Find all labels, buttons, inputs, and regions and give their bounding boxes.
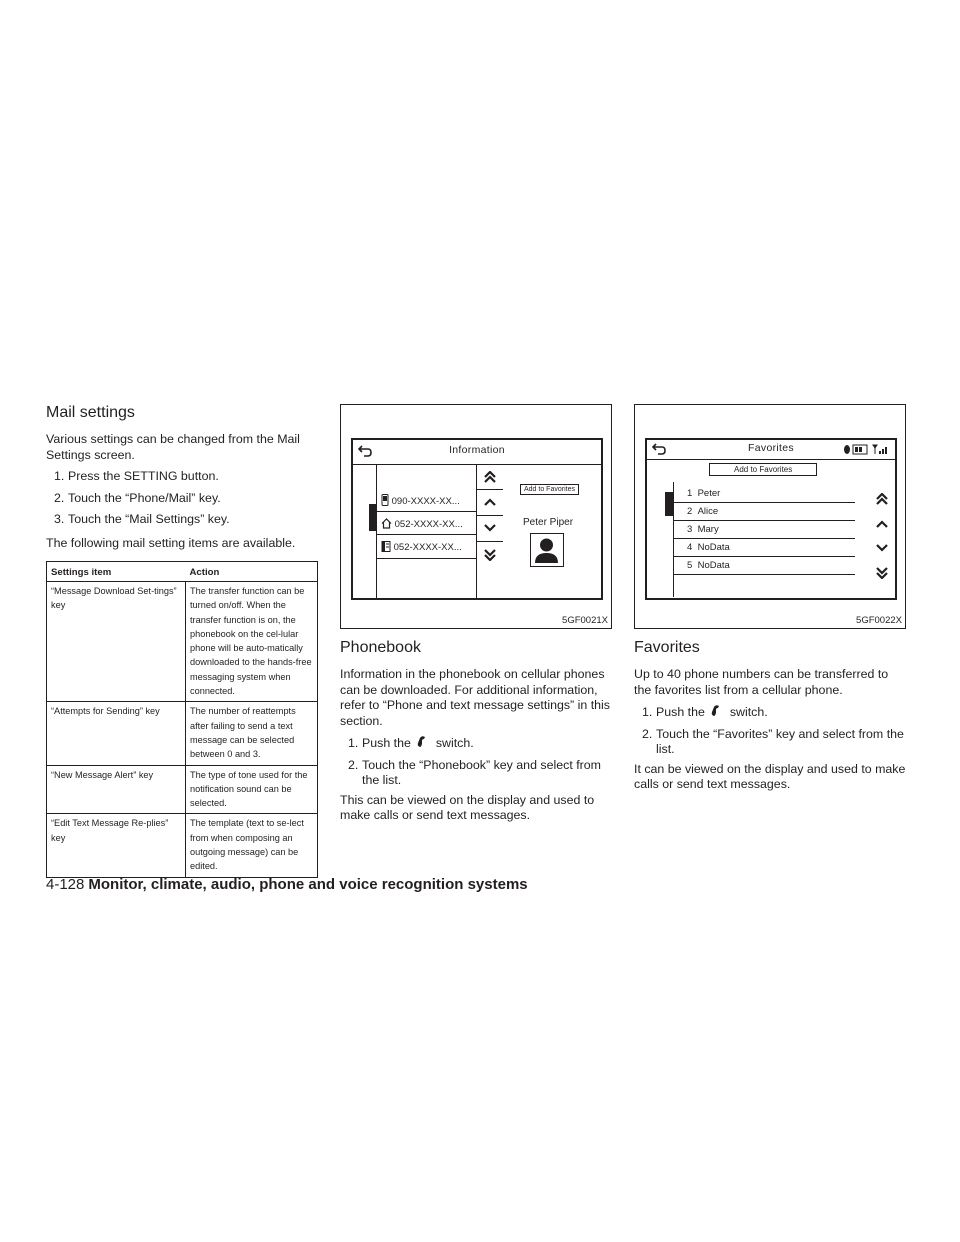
page-number: 4-128 (46, 876, 85, 893)
scroll-page-up-button[interactable] (869, 488, 895, 510)
contact-name: Peter Piper (523, 517, 574, 528)
scroll-down-button[interactable] (476, 516, 503, 542)
person-silhouette-icon (531, 534, 562, 565)
phonebook-section (340, 404, 612, 824)
phonebook-body: Information in the phonebook on cellular phones can be downloaded. For additional information, refer to “Phone and text message settings” in this section. (340, 667, 610, 728)
favorites-screen-figure (634, 404, 906, 629)
table-row (47, 765, 318, 814)
chevron-down-icon (484, 523, 496, 533)
mail-settings-table (46, 561, 318, 878)
entry-mobile[interactable] (381, 494, 460, 507)
scroll-up-button[interactable] (476, 490, 503, 516)
scroll-up-button[interactable] (869, 514, 895, 536)
battery-icon (853, 445, 867, 454)
page-footer (46, 876, 528, 893)
double-chevron-down-icon (876, 567, 888, 579)
figure-caption: 5GF0021X (562, 615, 608, 626)
favorites-after: It can be viewed on the display and used to make calls or send text messages. (634, 761, 906, 791)
office-building-icon (381, 541, 391, 552)
entry-home[interactable] (381, 518, 463, 530)
entry-number: 052-XXXX-XX... (394, 519, 463, 530)
row-divider (673, 556, 855, 557)
chevron-up-icon (876, 519, 888, 529)
scroll-page-up-button[interactable] (476, 464, 503, 490)
favorites-body: Up to 40 phone numbers can be transferred to the favorites list from a cellular phone. (634, 667, 889, 697)
add-to-favorites-button[interactable]: Add to Favorites (520, 484, 579, 495)
table-cell-item: “New Message Alert” key (47, 765, 186, 814)
entry-work[interactable] (381, 541, 462, 553)
phonebook-steps (340, 735, 612, 789)
row-divider (673, 502, 855, 503)
mail-intro: Various settings can be changed from the Mail Settings screen. (46, 432, 300, 462)
phone-handset-icon (414, 735, 432, 749)
list-item[interactable]: 4 NoData (687, 542, 730, 553)
signal-icon (873, 445, 887, 454)
row-divider (673, 574, 855, 575)
chevron-up-icon (484, 497, 496, 507)
row-divider (376, 511, 476, 512)
table-row (47, 582, 318, 702)
row-divider (673, 538, 855, 539)
double-chevron-up-icon (484, 471, 496, 483)
chevron-down-icon (876, 543, 888, 553)
row-divider (376, 558, 476, 559)
section-heading-favorites: Favorites (634, 639, 700, 656)
table-cell-item: “Attempts for Sending” key (47, 702, 186, 765)
scroll-down-button[interactable] (869, 538, 895, 560)
home-icon (381, 518, 392, 529)
list-item[interactable]: 2 Alice (687, 506, 719, 517)
mail-step-1: 1. Press the SETTING button. (54, 469, 219, 483)
table-row (47, 702, 318, 765)
figure-caption: 5GF0022X (856, 615, 902, 626)
mail-step-3: 3. Touch the “Mail Settings” key. (54, 512, 230, 526)
scroll-page-down-button[interactable] (869, 562, 895, 584)
table-header-settings-item: Settings item (47, 562, 186, 582)
table-header-action: Action (186, 562, 318, 582)
favorites-screen (645, 438, 897, 600)
double-chevron-up-icon (876, 493, 888, 505)
screen-title-bar (647, 440, 895, 460)
mail-after: The following mail setting items are available. (46, 535, 296, 550)
section-heading-phonebook: Phonebook (340, 639, 421, 656)
chapter-title: Monitor, climate, audio, phone and voice recognition systems (88, 876, 528, 893)
list-left-border (376, 464, 377, 599)
table-row (47, 814, 318, 877)
phonebook-step-2: 2. Touch the “Phonebook” key and select from the list. (348, 757, 601, 787)
bluetooth-icon (844, 445, 850, 454)
mobile-phone-icon (381, 494, 389, 506)
row-divider (376, 534, 476, 535)
phonebook-screen-figure (340, 404, 612, 629)
screen-title: Favorites (748, 442, 794, 454)
selection-indicator (665, 492, 673, 516)
double-chevron-down-icon (484, 549, 496, 561)
favorites-step-2: 2. Touch the “Favorites” key and select from the list. (642, 726, 904, 756)
entry-number: 052-XXXX-XX... (393, 542, 462, 553)
favorites-step-1: 1. Push the switch. (642, 705, 768, 719)
phonebook-step-1: 1. Push the switch. (348, 736, 474, 750)
list-item[interactable]: 1 Peter (687, 488, 721, 499)
table-cell-item: “Message Download Set-tings” key (47, 582, 186, 702)
table-cell-item: “Edit Text Message Re-plies” key (47, 814, 186, 877)
contact-avatar (530, 533, 564, 567)
screen-title: Information (449, 444, 505, 456)
mail-settings-section (46, 404, 318, 878)
favorites-steps (634, 704, 906, 758)
table-cell-action: The transfer function can be turned on/off. When the transfer function is on, the phonebook on the cel-lular phone will be auto-matically downloaded to the hands-free messaging system when connected. (186, 582, 318, 702)
phonebook-screen (351, 438, 603, 600)
list-item[interactable]: 5 NoData (687, 560, 730, 571)
mail-step-2: 2. Touch the “Phone/Mail” key. (54, 490, 221, 505)
table-cell-action: The template (text to se-lect from when composing an outgoing message) can be edited. (186, 814, 318, 877)
phone-handset-icon (708, 704, 726, 718)
add-to-favorites-button[interactable]: Add to Favorites (709, 463, 817, 476)
list-left-border (673, 482, 674, 597)
selection-indicator (369, 504, 376, 531)
mail-steps (46, 469, 318, 528)
scroll-page-down-button[interactable] (476, 542, 503, 598)
row-divider (673, 520, 855, 521)
screen-title-bar (353, 440, 601, 465)
entry-number: 090-XXXX-XX... (391, 496, 460, 507)
table-cell-action: The type of tone used for the notification sound can be selected. (186, 765, 318, 814)
table-cell-action: The number of reattempts after failing to send a text message can be selected between 0 and 3. (186, 702, 318, 765)
phonebook-after: This can be viewed on the display and used to make calls or send text messages. (340, 792, 595, 822)
favorites-section (634, 404, 906, 793)
list-item[interactable]: 3 Mary (687, 524, 719, 535)
section-heading-mail-settings: Mail settings (46, 404, 135, 421)
table-header-row (47, 562, 318, 582)
status-icons (843, 444, 891, 455)
